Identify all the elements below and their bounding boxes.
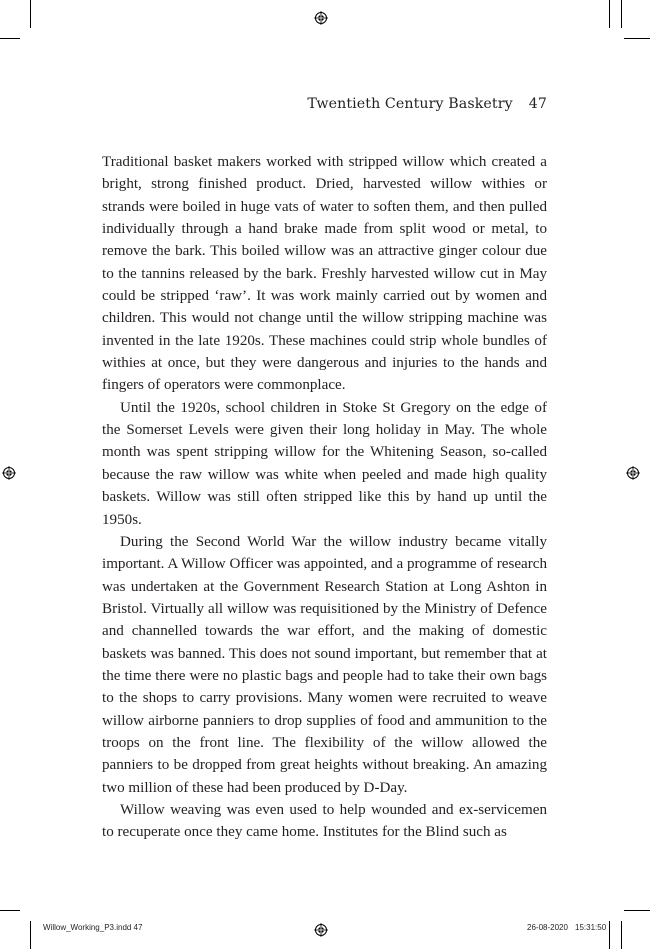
paragraph: Until the 1920s, school children in Stoke St Gregory on the edge of the Somerset Levels were given their long holiday in May. The whole month was spent stripping willow for the Whitening Season, so-called because the raw willow was white when peeled and made high quality baskets. Willow was still often stripped like this by hand up until the 1950s. — [102, 399, 547, 528]
crop-mark-top-left-vertical — [30, 0, 31, 28]
crop-mark-top-left-horizontal — [0, 38, 20, 39]
crop-mark-bottom-left-horizontal — [0, 910, 20, 911]
slug-filename: Willow_Working_P3.indd 47 — [43, 923, 143, 932]
paragraph: Willow weaving was even used to help wounded and ex-servicemen to recuperate once they came home. Institutes for the Blind such as — [102, 801, 547, 841]
crop-mark-top-right-vertical-outer — [609, 0, 610, 28]
page-number: 47 — [528, 96, 547, 112]
crop-mark-bottom-left-vertical — [30, 921, 31, 949]
running-header — [102, 96, 547, 112]
registration-target-icon — [2, 466, 16, 480]
crop-mark-top-right-horizontal — [624, 38, 650, 39]
running-title: Twentieth Century Basketry — [307, 96, 513, 112]
paragraph: Traditional basket makers worked with stripped willow which created a bright, strong finished product. Dried, harvested willow withies or strands were boiled in huge vats of water to soften them, and then pulled individually through a hand brake made from split wood or metal, to remove the bark. This boiled willow was an attractive ginger colour due to the tannins released by the bark. Freshly harvested willow cut in May could be stripped ‘raw’. It was work mainly carried out by women and children. This would not change until the willow stripping machine was invented in the late 1920s. These machines could strip whole bundles of withies at once, but they were dangerous and injuries to the hands and fingers of operators were commonplace. — [102, 154, 547, 394]
slug-date: 26-08-2020 — [527, 923, 568, 932]
crop-mark-bottom-right-vertical-inner — [621, 921, 622, 949]
crop-mark-bottom-right-vertical-outer — [609, 921, 610, 949]
paragraph: During the Second World War the willow industry became vitally important. A Willow Officer was appointed, and a programme of research was undertaken at the Government Research Station at Long Ashton in Bristol. Virtually all willow was requisitioned by the Ministry of Defence and channelled towards the war effort, and the making of domestic baskets was banned. This does not sound important, but remember that at the time there were no plastic bags and people had to take their own bags to the shops to carry provisions. Many women were recruited to weave willow airborne panniers to drop supplies of food and ammunition to the troops on the front line. The flexibility of the willow allowed the panniers to be dropped from great heights without breaking. An amazing two million of these had been produced by D-Day. — [102, 533, 547, 796]
body-text — [102, 151, 547, 844]
crop-mark-top-right-vertical-inner — [621, 0, 622, 28]
registration-target-icon — [314, 923, 328, 937]
registration-target-icon — [314, 11, 328, 25]
registration-target-icon — [626, 466, 640, 480]
crop-mark-bottom-right-horizontal — [624, 910, 650, 911]
slug-time: 15:31:50 — [575, 923, 607, 932]
